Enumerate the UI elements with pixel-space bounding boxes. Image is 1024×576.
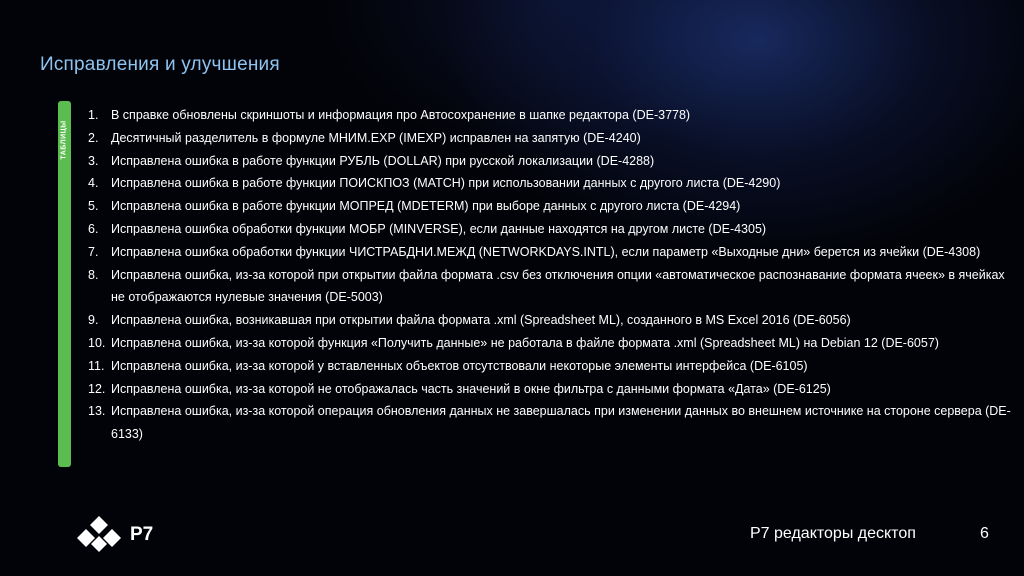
list-item — [88, 218, 1018, 241]
list-item — [88, 332, 1018, 355]
page-number: 6 — [980, 525, 989, 542]
list-item — [88, 355, 1018, 378]
list-item-number: 3. — [88, 153, 99, 168]
list-item-text: Исправлена ошибка, из-за которой у вставленных объектов отсутствовали некоторые элементы интерфейса (DE-6105) — [111, 358, 808, 373]
list-item-number: 4. — [88, 176, 99, 191]
list-item — [88, 172, 1018, 195]
list-item-number: 13. — [88, 404, 106, 419]
list-item — [88, 195, 1018, 218]
list-item-text: Исправлена ошибка в работе функции МОПРЕД (MDETERM) при выборе данных с другого листа (DE-4294) — [111, 199, 741, 214]
list-item-text: Исправлена ошибка в работе функции ПОИСКПОЗ (MATCH) при использовании данных с другого листа (DE-4290) — [111, 176, 781, 191]
list-item — [88, 127, 1018, 150]
list-item-number: 11. — [88, 358, 105, 373]
footer-title: Р7 редакторы десктоп — [750, 525, 916, 542]
list-item-text: Исправлена ошибка в работе функции РУБЛЬ (DOLLAR) при русской локализации (DE-4288) — [111, 153, 655, 168]
section-label: ТАБЛИЦЫ — [60, 120, 68, 160]
list-item-number: 5. — [88, 199, 99, 214]
list-item-text: Исправлена ошибка, возникавшая при открытии файла формата .xml (Spreadsheet ML), созданного в MS Excel 2016 (DE-6056) — [111, 313, 851, 328]
list-item-text: Исправлена ошибка, из-за которой не отображалась часть значений в окне фильтра с данными формата «Дата» (DE-6125) — [111, 381, 831, 396]
list-item-text: Исправлена ошибка обработки функции ЧИСТРАБДНИ.МЕЖД (NETWORKDAYS.INTL), если параметр «Выходные дни» берется из ячейки (DE-4308) — [111, 244, 981, 259]
logo-text: Р7 — [130, 524, 154, 545]
list-item-text: Исправлена ошибка, из-за которой операция обновления данных не завершалась при изменении данных во внешнем источнике на стороне сервера (DE-6133) — [111, 404, 1011, 442]
list-item — [88, 264, 1018, 310]
list-item-number: 1. — [88, 108, 99, 122]
list-item-number: 12. — [88, 381, 106, 396]
list-item-text: Исправлена ошибка, из-за которой функция «Получить данные» не работала в файле формата .xml (Spreadsheet ML) на Debian 12 (DE-6057) — [111, 335, 939, 350]
list-item — [88, 400, 1018, 446]
r7-logo-icon — [74, 516, 124, 554]
list-item-number: 2. — [88, 130, 99, 145]
list-item-text: Исправлена ошибка, из-за которой при открытии файла формата .csv без отключения опции «автоматическое распознавание формата ячеек» в ячейках не отображаются нулевые значения (DE-5003) — [111, 267, 1005, 305]
list-item — [88, 378, 1018, 401]
list-item — [88, 309, 1018, 332]
list-item-number: 7. — [88, 244, 99, 259]
list-item-number: 6. — [88, 221, 99, 236]
list-item — [88, 150, 1018, 173]
slide-title: Исправления и улучшения — [40, 54, 280, 75]
list-item-number: 10. — [88, 335, 106, 350]
list-item-text: Десятичный разделитель в формуле МНИМ.EXP (IMEXP) исправлен на запятую (DE-4240) — [111, 130, 641, 145]
fixes-list — [88, 104, 1018, 446]
list-item-number: 8. — [88, 267, 99, 282]
list-item-text: Исправлена ошибка обработки функции МОБР (MINVERSE), если данные находятся на другом листе (DE-4305) — [111, 221, 767, 236]
list-item — [88, 104, 1018, 127]
list-item — [88, 241, 1018, 264]
list-item-text: В справке обновлены скриншоты и информация про Автосохранение в шапке редактора (DE-3778) — [111, 108, 691, 122]
list-item-number: 9. — [88, 313, 99, 328]
